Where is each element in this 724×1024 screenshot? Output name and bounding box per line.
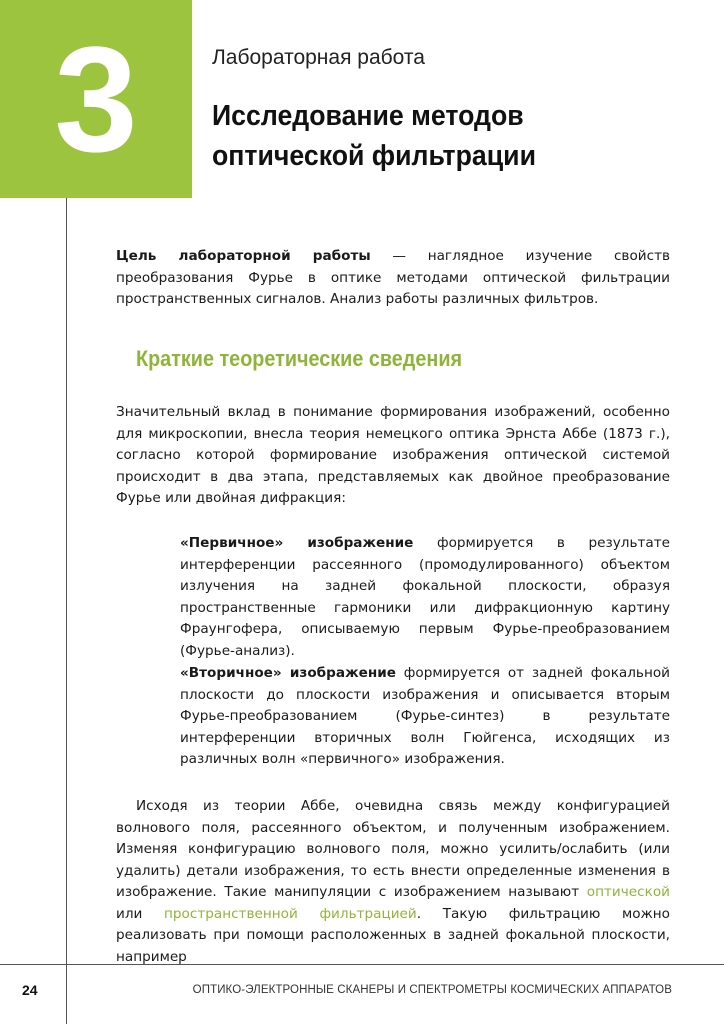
running-footer: ОПТИКО-ЭЛЕКТРОННЫЕ СКАНЕРЫ И СПЕКТРОМЕТРЫ КОСМИЧЕСКИХ АППАРАТОВ [192, 984, 672, 996]
chapter-number: 3 [54, 15, 138, 183]
footer-rule [0, 964, 724, 965]
page-number: 24 [22, 982, 38, 998]
closing-part2: или [116, 905, 165, 922]
goal-text: — наглядное изучение свойств преобразования Фурье в оптике методами оптической фильтрации пространственных сигналов. Анализ работы различных фильтров. [116, 248, 671, 307]
term-optical: оптической [586, 884, 670, 900]
section-title: Краткие теоретические сведения [136, 346, 463, 371]
secondary-image-paragraph [180, 663, 670, 771]
primary-image-paragraph [180, 533, 670, 662]
primary-lead: «Первичное» изображение [180, 535, 414, 551]
closing-paragraph [116, 796, 670, 968]
chapter-color-block [0, 0, 192, 198]
closing-part1: Исходя из теории Аббе, очевидна связь между конфигурацией волнового поля, рассеянного объектом, и полученным изображением. Изменяя конфигурацию волнового поля, можно усилить/ослабить (или удалить) детали изображения, то есть внести определенные изменения в изображение. Такие манипуляции с изображением называют [116, 798, 670, 900]
intro-paragraph: Значительный вклад в понимание формирования изображений, особенно для микроскопии, внесла теория немецкого оптика Эрнста Аббе (1873 г.), согласно которой формирование изображения оптической системой происходит в два этапа, представляемых как двойное преобразование Фурье или двойная дифракция: [116, 404, 670, 506]
closing-part3: . Такую фильтрацию можно реализовать при помощи расположенных в задней фокальной плоскости, например [116, 905, 670, 965]
secondary-text: формируется от задней фокальной плоскости до плоскости изображения и описывается вторым Фурье-преобразованием (Фурье-синтез) в результате интерференции вторичных волн Гюйгенса, исходящих из различных волн «первичного» изображения. [180, 665, 670, 767]
page-title: Исследование методов оптической фильтрации [212, 100, 536, 172]
primary-text: формируется в результате интерференции рассеянного (промодулированного) объектом излучения на задней фокальной плоскости, образуя пространственные гармоники или дифракционную картину Фраунгофера, описываемую первым Фурье-преобразованием (Фурье-анализ). [180, 535, 670, 659]
secondary-lead: «Вторичное» изображение [180, 665, 396, 681]
left-margin-rule [66, 198, 67, 1024]
lab-label: Лабораторная работа [212, 46, 425, 69]
goal-paragraph [116, 246, 670, 311]
goal-lead: Цель лабораторной работы [116, 248, 371, 264]
term-spatial-filtering: пространственной фильтрацией [164, 905, 417, 922]
